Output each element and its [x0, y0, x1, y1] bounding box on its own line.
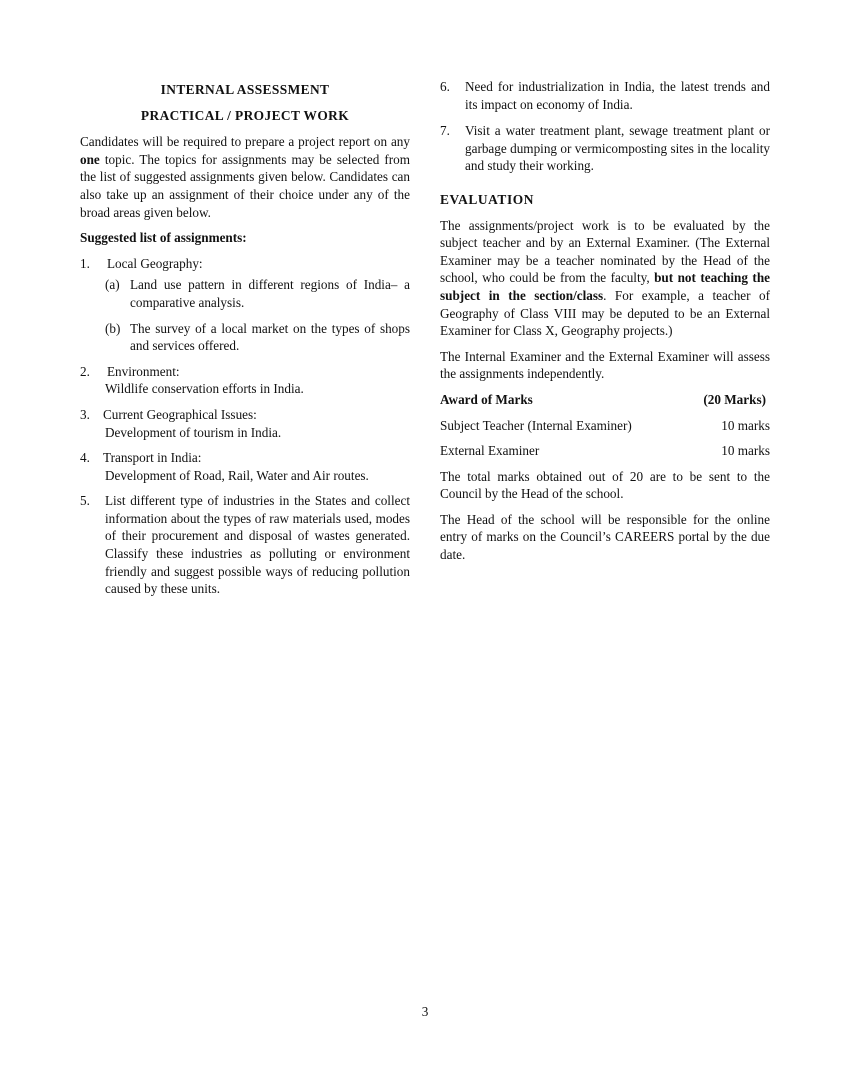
item-body: Wildlife conservation efforts in India. — [105, 381, 304, 397]
item-body: Development of tourism in India. — [105, 424, 282, 440]
marks-row-label: External Examiner — [440, 443, 540, 459]
intro-bold-one: one — [80, 151, 100, 167]
marks-row-internal — [440, 417, 770, 435]
evaluation-paragraph-1 — [440, 217, 770, 340]
intro-paragraph — [80, 133, 410, 221]
sub-item-a — [80, 276, 410, 311]
heading-practical-project-work: PRACTICAL / PROJECT WORK — [140, 107, 350, 123]
sub-item-text: The survey of a local market on the types of shops and services offered. — [130, 320, 410, 354]
item-text: Visit a water treatment plant, sewage treatment plant or garbage dumping or vermicomposting sites in the locality and study their working. — [465, 123, 770, 174]
assignment-item-3 — [80, 406, 410, 441]
item-text: Need for industrialization in India, the latest trends and its impact on economy of India. — [465, 79, 770, 112]
assignment-item-7 — [440, 122, 770, 175]
right-column — [440, 78, 770, 564]
heading-internal-assessment: INTERNAL ASSESSMENT — [160, 82, 330, 97]
item-title: Current Geographical Issues: — [103, 406, 257, 422]
assignment-item-1 — [80, 255, 410, 355]
sub-item-letter: (b) — [105, 320, 121, 336]
item-number: 3. — [80, 406, 90, 422]
item-number: 7. — [440, 123, 450, 139]
evaluation-paragraph-4: The Head of the school will be responsible for the online entry of marks on the Council’s CAREERS portal by the due date. — [440, 511, 770, 563]
award-label: Award of Marks — [440, 391, 533, 407]
evaluation-paragraph-2: The Internal Examiner and the External Examiner will assess the assignments independently. — [440, 348, 770, 382]
assignment-item-2 — [80, 363, 410, 398]
award-of-marks-header — [440, 391, 770, 409]
item-title: Environment: — [107, 363, 180, 379]
intro-text-start: Candidates will be required to prepare a project report on any — [80, 134, 410, 150]
eval-bold-text: but not teaching the subject in the section/class — [440, 270, 771, 303]
eval-text-end: . For example, a teacher of Geography of Class VIII may be deputed to be an External Examiner for Class X, Geography projects.) — [440, 287, 771, 339]
item-number: 1. — [80, 255, 90, 271]
item-number: 2. — [80, 363, 90, 379]
marks-row-label: Subject Teacher (Internal Examiner) — [440, 417, 632, 433]
evaluation-paragraph-3: The total marks obtained out of 20 are to be sent to the Council by the Head of the school. — [440, 468, 770, 502]
page-number: 3 — [421, 1004, 429, 1019]
intro-text-end: topic. The topics for assignments may be selected from the list of suggested assignments given below. Candidates can also take up an assignment of their choice under any of the broad areas given below. — [80, 151, 410, 220]
assignment-item-5 — [80, 492, 410, 598]
marks-row-value: 10 marks — [721, 443, 770, 459]
evaluation-heading: EVALUATION — [440, 191, 535, 207]
sub-item-text: Land use pattern in different regions of India– a comparative analysis. — [130, 277, 410, 310]
item-number: 4. — [80, 450, 90, 466]
item-title: Local Geography: — [107, 255, 203, 271]
sub-item-b — [80, 320, 410, 355]
left-column — [80, 78, 410, 598]
sub-item-letter: (a) — [105, 277, 120, 293]
item-number: 5. — [80, 493, 90, 509]
item-body: Development of Road, Rail, Water and Air routes. — [105, 467, 369, 483]
marks-row-value: 10 marks — [721, 417, 770, 433]
assignment-item-6 — [440, 78, 770, 113]
item-number: 6. — [440, 79, 450, 94]
eval-text-start: The assignments/project work is to be evaluated by the subject teacher and by an External Examiner. (The External Examiner may be a teacher nominated by the Head of the school, who could be from the faculty, — [440, 217, 770, 286]
assignment-item-4 — [80, 449, 410, 484]
suggested-list-heading: Suggested list of assignments: — [80, 230, 247, 246]
award-total: (20 Marks) — [703, 391, 766, 407]
marks-row-external — [440, 442, 770, 460]
item-text: List different type of industries in the States and collect information about the types of raw materials used, modes of their procurement and disposal of wastes generated. Classify these industries as polluting or environment friendly and suggest possible ways of reducing pollution caused by these units. — [105, 493, 410, 597]
item-title: Transport in India: — [103, 450, 202, 466]
